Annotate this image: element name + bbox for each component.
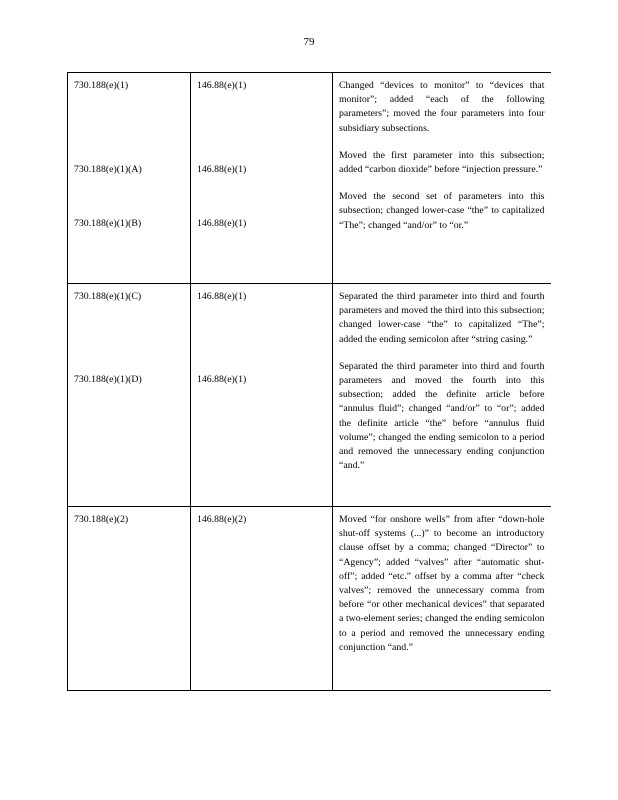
new-section: 146.88(e)(2) xyxy=(197,514,247,525)
new-section-cell xyxy=(191,73,333,284)
old-section: 730.188(e)(1)(A) xyxy=(74,164,142,175)
old-section: 730.188(e)(1)(D) xyxy=(74,374,142,385)
new-section: 146.88(e)(1) xyxy=(197,374,247,385)
old-section: 730.188(e)(1) xyxy=(74,80,129,91)
old-section: 730.188(e)(1)(C) xyxy=(74,291,142,302)
comment-text: Changed “devices to monitor” to “devices that monitor”; added “each of the following parameters”; moved the four parameters into four subsidiary subsections. xyxy=(339,80,545,134)
comment-text: Moved “for onshore wells” from after “down-hole shut-off systems (...)” to become an introductory clause offset by a comma; changed “Director” to “Agency”; added “valves” after “automatic shut-off”; added “etc.” offset by a comma after “check valves”; removed the unnecessary comma from before “or other mechanical devices” that separated a two-element series; changed the ending semicolon to a period and removed the unnecessary ending conjunction “and.” xyxy=(339,514,545,653)
new-section: 146.88(e)(1) xyxy=(197,218,247,229)
page-number: 79 xyxy=(303,36,315,48)
old-section: 730.188(e)(1)(B) xyxy=(74,218,142,229)
comment-cell xyxy=(333,507,551,691)
comment-text: Moved the second set of parameters into this subsection; changed lower-case “the” to capitalized “The”; changed “and/or” to “or.” xyxy=(339,191,545,231)
old-section: 730.188(e)(2) xyxy=(74,514,129,525)
old-section-cell xyxy=(68,507,191,691)
comment-text: Moved the first parameter into this subsection; added “carbon dioxide” before “injection pressure.” xyxy=(339,149,545,176)
comment-text: Separated the third parameter into third and fourth parameters and moved the third into this subsection; changed lower-case “the” to capitalized “The”; added the ending semicolon after “string casing.” xyxy=(339,291,545,345)
new-section-cell xyxy=(191,284,333,507)
old-section-cell xyxy=(68,284,191,507)
comment-cell xyxy=(333,73,551,284)
new-section: 146.88(e)(1) xyxy=(197,291,247,302)
table-row xyxy=(68,507,551,691)
comment-text: Separated the third parameter into third and fourth parameters and moved the fourth into this subsection; added the definite article before “annulus fluid”; changed “and/or” to “or”; added the definite article “the” before “annulus fluid volume”; changed the ending semicolon to a period and removed the unnecessary ending conjunction “and.” xyxy=(339,360,545,472)
new-section-cell xyxy=(191,507,333,691)
amendment-table xyxy=(67,72,551,691)
new-section: 146.88(e)(1) xyxy=(197,80,247,91)
new-section: 146.88(e)(1) xyxy=(197,164,247,175)
comment-cell xyxy=(333,284,551,507)
table-row xyxy=(68,73,551,284)
old-section-cell xyxy=(68,73,191,284)
table-row xyxy=(68,284,551,507)
